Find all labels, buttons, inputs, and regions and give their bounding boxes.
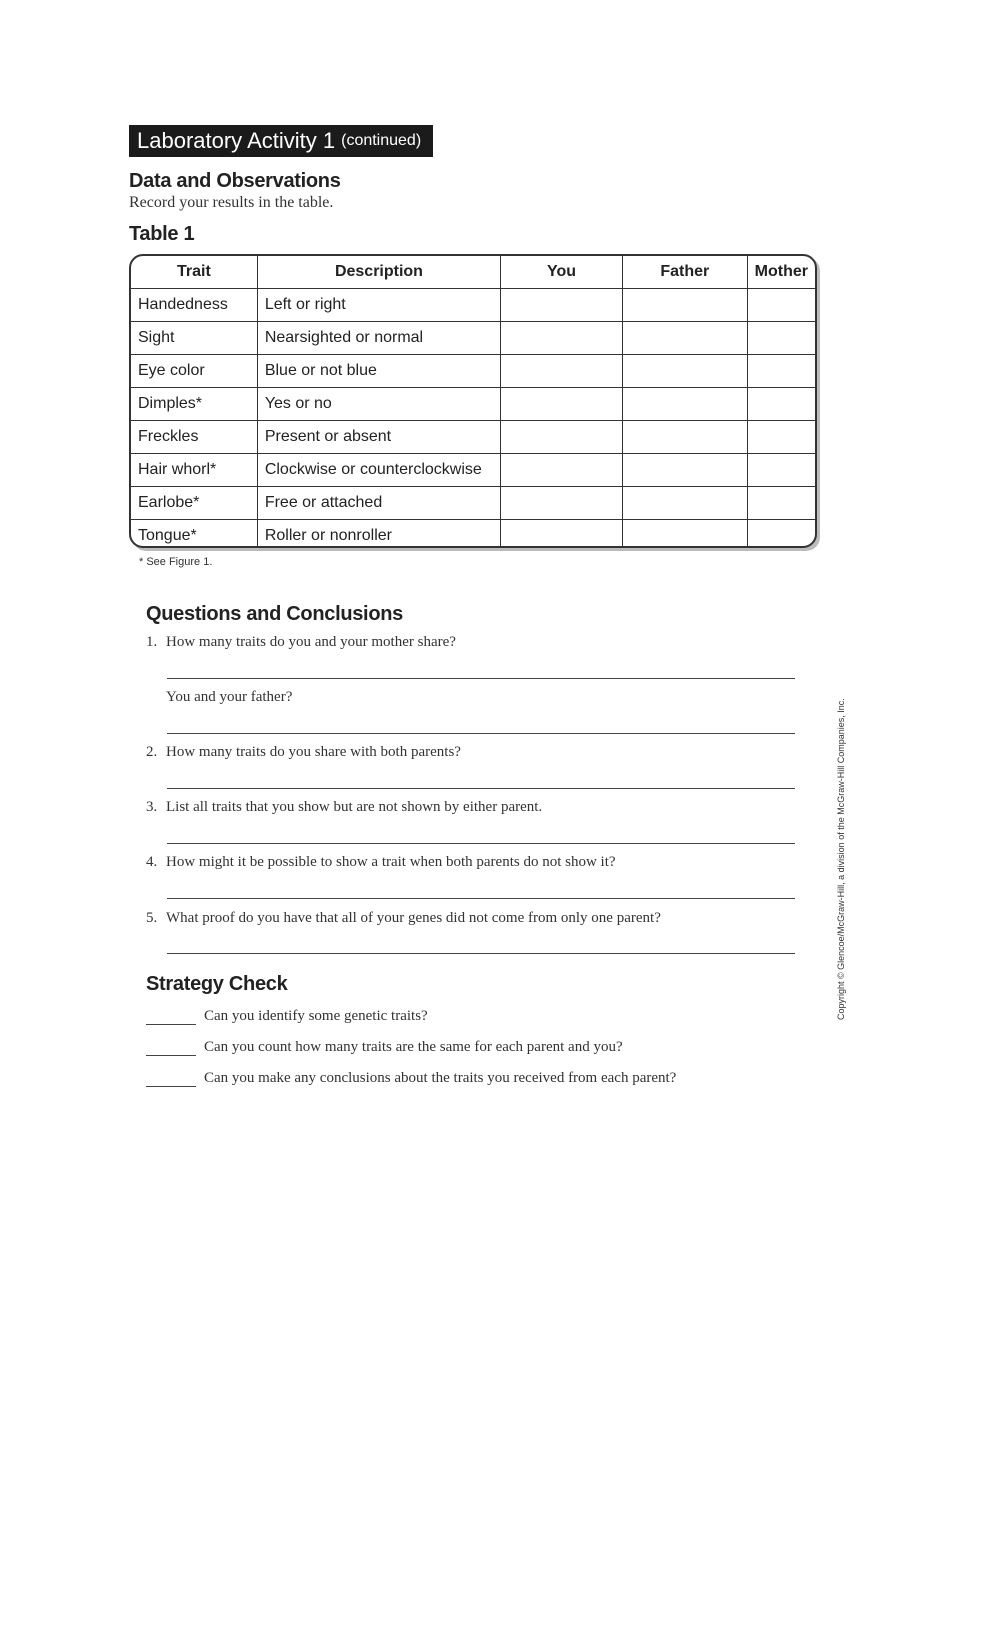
column-header-mother: Mother [747, 256, 815, 289]
question-3 [146, 799, 542, 816]
checkoff-blank[interactable] [146, 1041, 196, 1056]
trait-cell: Eye color [131, 355, 257, 388]
mother-answer-cell[interactable] [747, 388, 815, 421]
column-header-you: You [501, 256, 623, 289]
trait-cell: Handedness [131, 289, 257, 322]
answer-line[interactable] [167, 733, 795, 734]
questions-heading: Questions and Conclusions [146, 603, 403, 625]
table-header-row [131, 256, 815, 289]
answer-line[interactable] [167, 953, 795, 954]
answer-line[interactable] [167, 843, 795, 844]
mother-answer-cell[interactable] [747, 322, 815, 355]
table-row [131, 421, 815, 454]
you-answer-cell[interactable] [501, 355, 623, 388]
answer-line[interactable] [167, 678, 795, 679]
checkoff-blank[interactable] [146, 1072, 196, 1087]
lab-activity-title: Laboratory Activity 1 [137, 128, 336, 153]
question-number: 2. [146, 744, 158, 760]
strategy-item [146, 1008, 428, 1025]
description-cell: Free or attached [257, 487, 500, 520]
lab-activity-header [129, 125, 433, 157]
column-header-father: Father [622, 256, 747, 289]
trait-cell: Freckles [131, 421, 257, 454]
question-number: 3. [146, 799, 158, 815]
father-answer-cell[interactable] [622, 520, 747, 549]
question-number: 5. [146, 910, 158, 926]
column-header-description: Description [257, 256, 500, 289]
father-answer-cell[interactable] [622, 487, 747, 520]
mother-answer-cell[interactable] [747, 454, 815, 487]
you-answer-cell[interactable] [501, 454, 623, 487]
data-observations-heading: Data and Observations [129, 170, 341, 192]
you-answer-cell[interactable] [501, 289, 623, 322]
data-instruction: Record your results in the table. [129, 194, 334, 211]
traits-table [131, 256, 815, 548]
description-cell: Left or right [257, 289, 500, 322]
description-cell: Roller or nonroller [257, 520, 500, 549]
description-cell: Blue or not blue [257, 355, 500, 388]
father-answer-cell[interactable] [622, 454, 747, 487]
question-text: How might it be possible to show a trait when both parents do not show it? [166, 854, 616, 870]
father-answer-cell[interactable] [622, 355, 747, 388]
table-row [131, 322, 815, 355]
table-row [131, 289, 815, 322]
mother-answer-cell[interactable] [747, 355, 815, 388]
description-cell: Present or absent [257, 421, 500, 454]
table-row [131, 355, 815, 388]
mother-answer-cell[interactable] [747, 520, 815, 549]
question-5 [146, 910, 661, 927]
table-row [131, 454, 815, 487]
trait-cell: Dimples* [131, 388, 257, 421]
column-header-trait: Trait [131, 256, 257, 289]
question-number: 1. [146, 634, 158, 650]
table-row [131, 388, 815, 421]
strategy-item-text: Can you count how many traits are the same for each parent and you? [204, 1039, 623, 1055]
question-text: List all traits that you show but are not shown by either parent. [166, 799, 543, 815]
father-answer-cell[interactable] [622, 322, 747, 355]
father-answer-cell[interactable] [622, 289, 747, 322]
trait-cell: Tongue* [131, 520, 257, 549]
table-title: Table 1 [129, 223, 195, 245]
you-answer-cell[interactable] [501, 520, 623, 549]
strategy-item [146, 1039, 623, 1056]
strategy-item-text: Can you identify some genetic traits? [204, 1008, 428, 1024]
you-answer-cell[interactable] [501, 421, 623, 454]
father-answer-cell[interactable] [622, 388, 747, 421]
you-answer-cell[interactable] [501, 487, 623, 520]
table-footnote: * See Figure 1. [139, 556, 213, 568]
table-row [131, 487, 815, 520]
trait-cell: Hair whorl* [131, 454, 257, 487]
question-2 [146, 744, 461, 761]
trait-cell: Sight [131, 322, 257, 355]
question-1 [146, 634, 456, 651]
answer-line[interactable] [167, 898, 795, 899]
mother-answer-cell[interactable] [747, 487, 815, 520]
question-text: What proof do you have that all of your genes did not come from only one parent? [166, 910, 661, 926]
strategy-check-heading: Strategy Check [146, 973, 288, 995]
father-answer-cell[interactable] [622, 421, 747, 454]
description-cell: Nearsighted or normal [257, 322, 500, 355]
copyright-notice: Copyright © Glencoe/McGraw-Hill, a division of the McGraw-Hill Companies, Inc. [836, 698, 846, 1020]
you-answer-cell[interactable] [501, 388, 623, 421]
description-cell: Yes or no [257, 388, 500, 421]
question-number: 4. [146, 854, 158, 870]
lab-activity-continued: (continued) [341, 132, 422, 149]
question-text: How many traits do you and your mother share? [166, 634, 456, 650]
table-row [131, 520, 815, 549]
trait-cell: Earlobe* [131, 487, 257, 520]
mother-answer-cell[interactable] [747, 289, 815, 322]
traits-table-frame [129, 254, 817, 548]
question-text: How many traits do you share with both parents? [166, 744, 461, 760]
question-1-father [146, 689, 292, 706]
question-4 [146, 854, 616, 871]
description-cell: Clockwise or counterclockwise [257, 454, 500, 487]
you-answer-cell[interactable] [501, 322, 623, 355]
strategy-item-text: Can you make any conclusions about the traits you received from each parent? [204, 1070, 677, 1086]
checkoff-blank[interactable] [146, 1010, 196, 1025]
mother-answer-cell[interactable] [747, 421, 815, 454]
strategy-item [146, 1070, 676, 1087]
answer-line[interactable] [167, 788, 795, 789]
question-text: You and your father? [166, 689, 293, 705]
